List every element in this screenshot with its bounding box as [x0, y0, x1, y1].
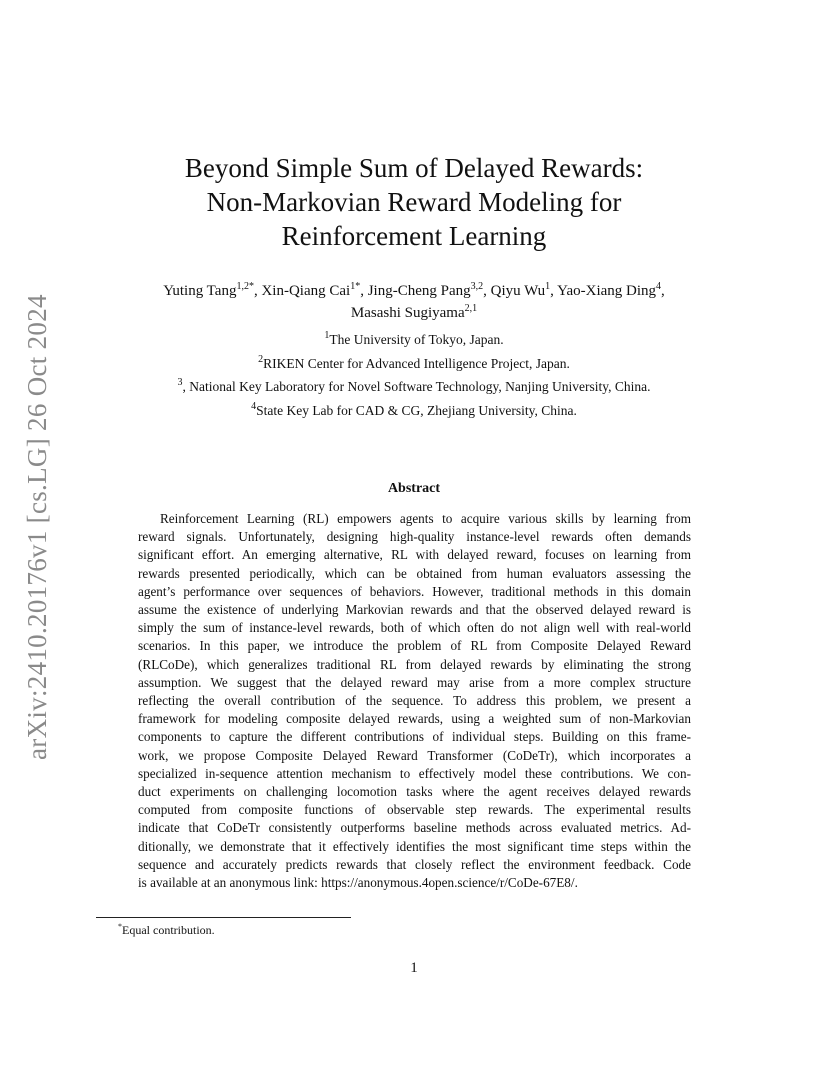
abstract-line: reflecting the overall contribution of the sequence. To address this problem, we present a: [138, 693, 691, 709]
abstract-line: work, we propose Composite Delayed Reward Transformer (CoDeTr), which incorporates a: [138, 747, 691, 763]
abstract-line: reward signals. Unfortunately, designing high-quality instance-level rewards often demands: [138, 529, 691, 545]
abstract-line: ditionally, we demonstrate that it effectively identifies the most significant time steps within the: [138, 838, 691, 854]
abstract-line: agent’s performance over sequences of behaviors. However, traditional methods in this domain: [138, 583, 691, 599]
footnote-mark: *: [118, 922, 122, 931]
affiliation: [100, 328, 728, 352]
title-line: Non-Markovian Reward Modeling for: [206, 187, 622, 217]
affiliation-mark: 1: [324, 330, 330, 341]
abstract-line: significant effort. An emerging alternative, RL with delayed reward, focuses on learning from: [138, 547, 691, 563]
author-name: Yao-Xiang Ding: [557, 283, 657, 299]
author-name: Masashi Sugiyama: [350, 305, 465, 321]
page-number: 1: [410, 960, 418, 976]
author-line: [110, 302, 718, 324]
abstract-line: components to capture the different contributions of individual steps. Building on this frame-: [138, 729, 691, 745]
title-line: Beyond Simple Sum of Delayed Rewards:: [184, 153, 644, 183]
affiliation-text: State Key Lab for CAD & CG, Zhejiang University, China.: [256, 402, 577, 418]
abstract-line: duct experiments on challenging locomotion tasks where the agent receives delayed rewards: [138, 784, 691, 800]
author-affiliation-mark: 4: [656, 281, 662, 292]
title-line: Reinforcement Learning: [281, 221, 547, 251]
affiliation-mark: 4: [251, 400, 257, 412]
author-name: Xin-Qiang Cai: [261, 283, 351, 299]
paper-title: [100, 151, 728, 253]
affiliation-list: [100, 328, 728, 422]
abstract-line: simply the sum of instance-level rewards, both of which often do not align well with real-world: [138, 620, 691, 636]
author-affiliation-mark: 1,2*: [236, 281, 254, 292]
abstract-line: assumption. We suggest that the delayed reward may arise from a more complex structure: [138, 674, 691, 690]
affiliation-mark: 3: [177, 377, 183, 388]
footnote-text: Equal contribution.: [122, 923, 215, 937]
affiliation: [100, 375, 728, 399]
affiliation-text: The University of Tokyo, Japan.: [329, 332, 504, 347]
author-affiliation-mark: 3,2: [470, 281, 484, 292]
abstract-line: framework for modeling composite delayed rewards, using a weighted sum of non-Markovian: [138, 711, 691, 727]
abstract-line: is available at an anonymous link: https://anonymous.4open.science/r/CoDe-67E8/.: [138, 875, 578, 891]
abstract-line: computed from composite functions of observable step rewards. The experimental results: [138, 802, 691, 818]
abstract-line: rewards presented periodically, which can be obtained from human evaluators assessing the: [138, 565, 691, 581]
abstract-line: indicate that CoDeTr consistently outperforms baseline methods across evaluated metrics. Ad-: [138, 820, 691, 836]
affiliation: [100, 352, 728, 376]
abstract-body: [138, 510, 691, 892]
abstract-line: sequence and accurately predicts rewards that closely reflect the environment feedback. Code: [138, 856, 691, 872]
footnote: [118, 922, 215, 938]
arxiv-identifier-stamp: arXiv:2410.20176v1 [cs.LG] 26 Oct 2024: [22, 294, 52, 760]
affiliation: [100, 399, 728, 423]
abstract-line: assume the existence of underlying Markovian rewards and that the observed delayed reward is: [138, 602, 691, 618]
footnote-divider: [96, 917, 351, 918]
affiliation-mark: 2: [258, 353, 264, 365]
abstract-line: (RLCoDe), which generalizes traditional RL from delayed rewards by eliminating the strong: [138, 656, 691, 672]
author-affiliation-mark: 1: [545, 281, 551, 292]
author-name: Qiyu Wu: [490, 283, 546, 299]
author-name: Yuting Tang: [163, 283, 237, 299]
abstract-line: specialized in-sequence attention mechanism to effectively model these contributions. We con-: [138, 765, 691, 781]
abstract-line: Reinforcement Learning (RL) empowers agents to acquire various skills by learning from: [160, 511, 691, 526]
author-list: [110, 280, 718, 324]
author-affiliation-mark: 1*: [350, 281, 361, 292]
affiliation-text: , National Key Laboratory for Novel Software Technology, Nanjing University, China.: [182, 379, 651, 394]
abstract-heading: Abstract: [387, 481, 441, 496]
abstract-line: scenarios. In this paper, we introduce the problem of RL from Composite Delayed Reward: [138, 638, 691, 654]
author-line: Yuting Tang$^{1,2*}$, Xin-Qiang Cai$^{1*}$, Jing-Cheng Pang$^{3,2}$, Qiyu Wu$^1$, Yao-Xiang Ding$^4$,: [163, 281, 665, 299]
author-affiliation-mark: 2,1: [464, 303, 478, 314]
affiliation-text: RIKEN Center for Advanced Intelligence Project, Japan.: [263, 355, 570, 371]
author-name: Jing-Cheng Pang: [367, 283, 471, 299]
